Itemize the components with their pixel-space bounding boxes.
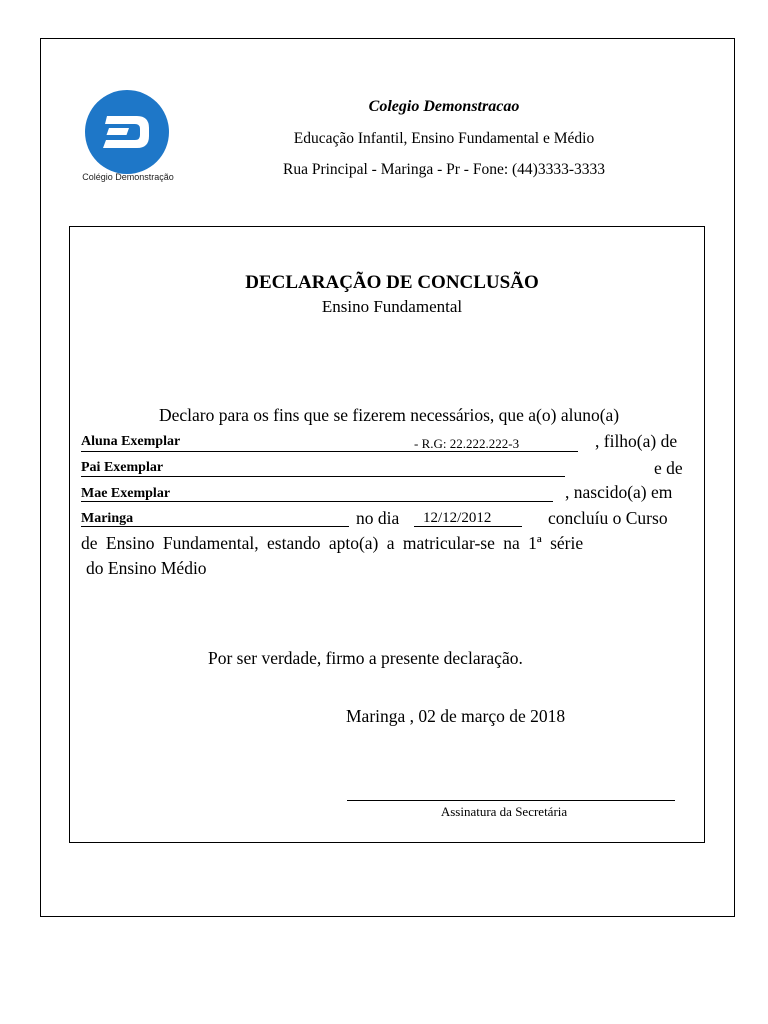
student-rg: - R.G: 22.222.222-3 [414, 436, 520, 451]
school-logo-icon [85, 90, 169, 174]
closing-statement: Por ser verdade, firmo a presente declaração. [208, 648, 523, 668]
student-name-line [81, 451, 578, 452]
father-name: Pai Exemplar [81, 460, 164, 475]
student-name: Aluna Exemplar [81, 434, 181, 449]
father-name-line [81, 476, 565, 477]
logo-caption: Colégio Demonstração [82, 172, 174, 182]
signature-line [347, 800, 675, 801]
document-subtitle: Ensino Fundamental [321, 297, 463, 316]
birthplace: Maringa [81, 511, 134, 526]
completed-text: concluíu o Curso [548, 508, 668, 528]
born-in-text: , nascido(a) em [565, 482, 673, 502]
school-name: Colegio Demonstracao [368, 98, 520, 115]
body-line-course: de Ensino Fundamental, estando apto(a) a matricular-se na 1ª série [81, 533, 584, 553]
birthplace-line [81, 526, 349, 527]
body-intro: Declaro para os fins que se fizerem necessários, que a(o) aluno(a) [159, 405, 620, 425]
document-title: DECLARAÇÃO DE CONCLUSÃO [245, 272, 539, 293]
birth-date: 12/12/2012 [423, 510, 492, 526]
son-of-text: , filho(a) de [595, 431, 678, 451]
school-address: Rua Principal - Maringa - Pr - Fone: (44)3333-3333 [283, 161, 605, 178]
body-line-level: do Ensino Médio [86, 558, 207, 578]
school-logo [72, 86, 184, 186]
school-levels: Educação Infantil, Ensino Fundamental e Médio [293, 130, 595, 147]
on-day-text: no dia [356, 508, 400, 528]
mother-name: Mae Exemplar [81, 486, 171, 501]
birth-date-line [414, 526, 522, 527]
signature-label: Assinatura da Secretária [440, 804, 568, 819]
mother-name-line [81, 501, 553, 502]
place-and-date: Maringa , 02 de março de 2018 [346, 706, 566, 726]
and-of-text: e de [654, 458, 683, 478]
